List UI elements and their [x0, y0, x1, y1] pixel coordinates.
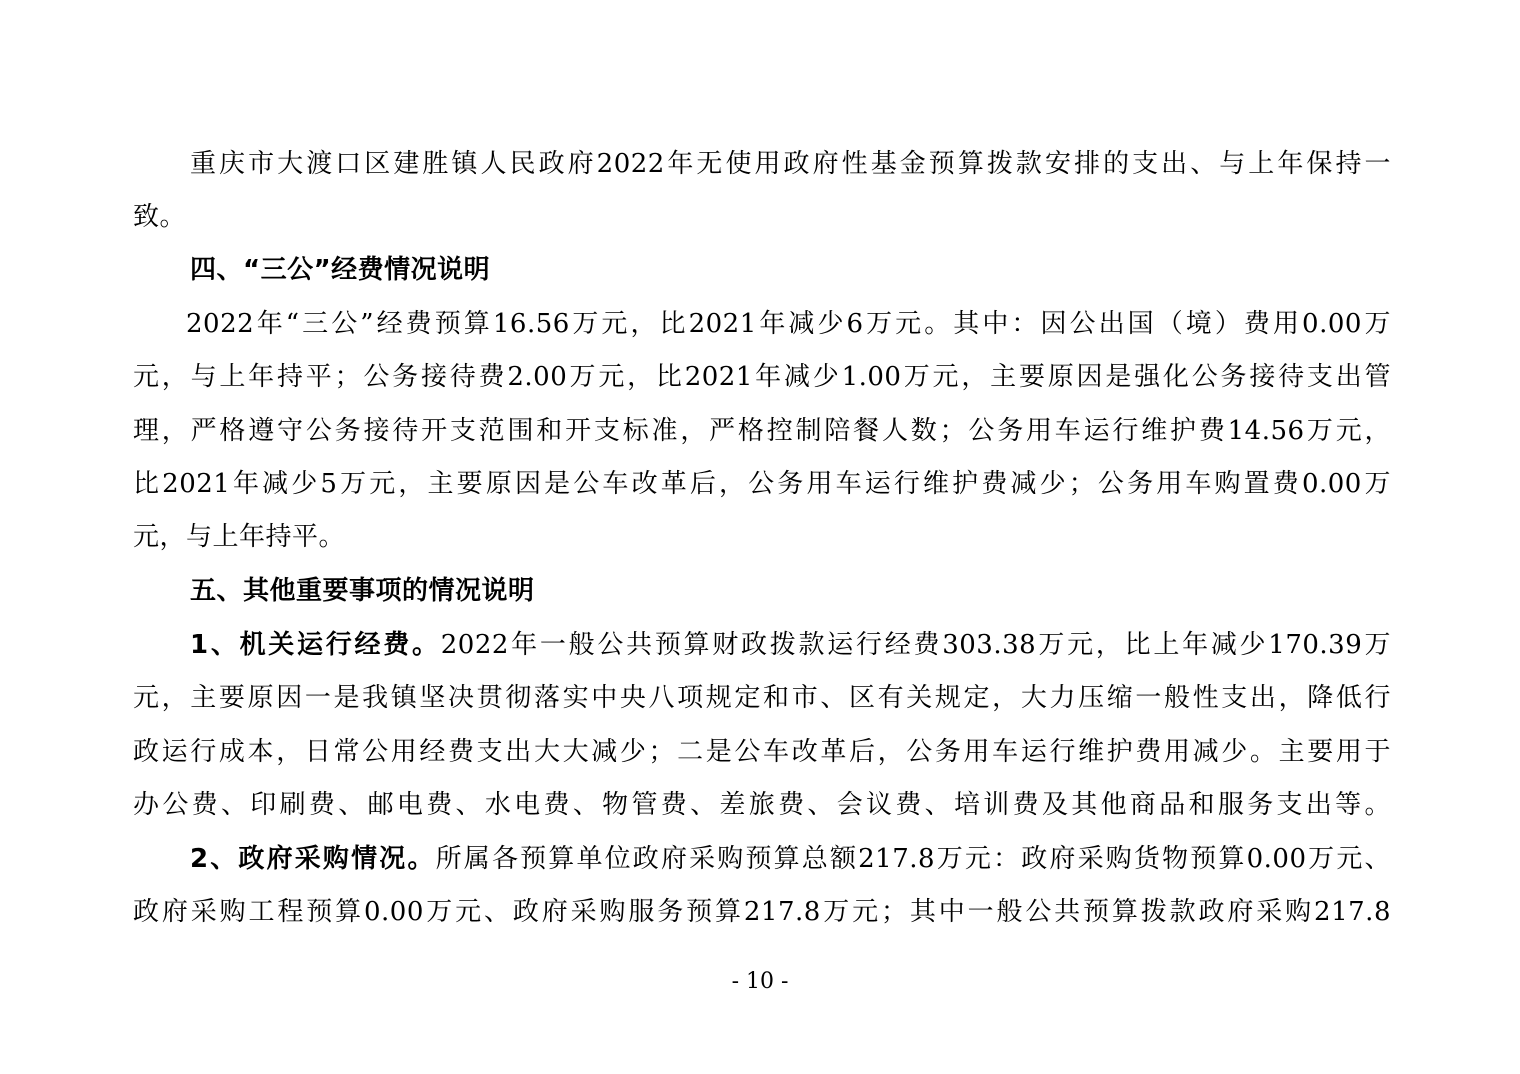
paragraph-line: 元，与上年持平。 — [133, 522, 346, 552]
paragraph-line — [190, 839, 1391, 879]
item-text: 2022年一般公共预算财政拨款运行经费303.38万元，比上年减少170.39万 — [440, 630, 1392, 660]
page-number: - 10 - — [731, 969, 789, 994]
paragraph-line: 2022年“三公”经费预算16.56万元，比2021年减少6万元。其中：因公出国（境）费用0.00万 — [186, 309, 1391, 339]
paragraph-line: 政府采购工程预算0.00万元、政府采购服务预算217.8万元；其中一般公共预算拨款政府采购217.8 — [133, 897, 1391, 927]
paragraph-line: 元，主要原因一是我镇坚决贯彻落实中央八项规定和市、区有关规定，大力压缩一般性支出，降低行 — [133, 683, 1391, 713]
paragraph-line: 理，严格遵守公务接待开支范围和开支标准，严格控制陪餐人数；公务用车运行维护费14.56万元， — [133, 416, 1391, 446]
paragraph-line: 重庆市大渡口区建胜镇人民政府2022年无使用政府性基金预算拨款安排的支出、与上年保持一 — [190, 149, 1391, 179]
item-text: 所属各预算单位政府采购预算总额217.8万元：政府采购货物预算0.00万元、 — [435, 844, 1391, 874]
paragraph-line — [190, 625, 1391, 665]
paragraph-line: 政运行成本，日常公用经费支出大大减少；二是公车改革后，公务用车运行维护费用减少。主要用于 — [133, 737, 1391, 767]
section-heading: 四、“三公”经费情况说明 — [190, 255, 491, 285]
item-lead: 2、政府采购情况。 — [190, 844, 436, 874]
item-lead: 1、机关运行经费。 — [190, 630, 441, 660]
paragraph-line: 办公费、印刷费、邮电费、水电费、物管费、差旅费、会议费、培训费及其他商品和服务支出等。 — [133, 790, 1391, 820]
section-heading: 五、其他重要事项的情况说明 — [190, 576, 535, 606]
paragraph-line: 元，与上年持平；公务接待费2.00万元，比2021年减少1.00万元，主要原因是强化公务接待支出管 — [133, 362, 1391, 392]
paragraph-line: 比2021年减少5万元，主要原因是公车改革后，公务用车运行维护费减少；公务用车购置费0.00万 — [133, 469, 1391, 499]
paragraph-line: 致。 — [133, 202, 187, 232]
